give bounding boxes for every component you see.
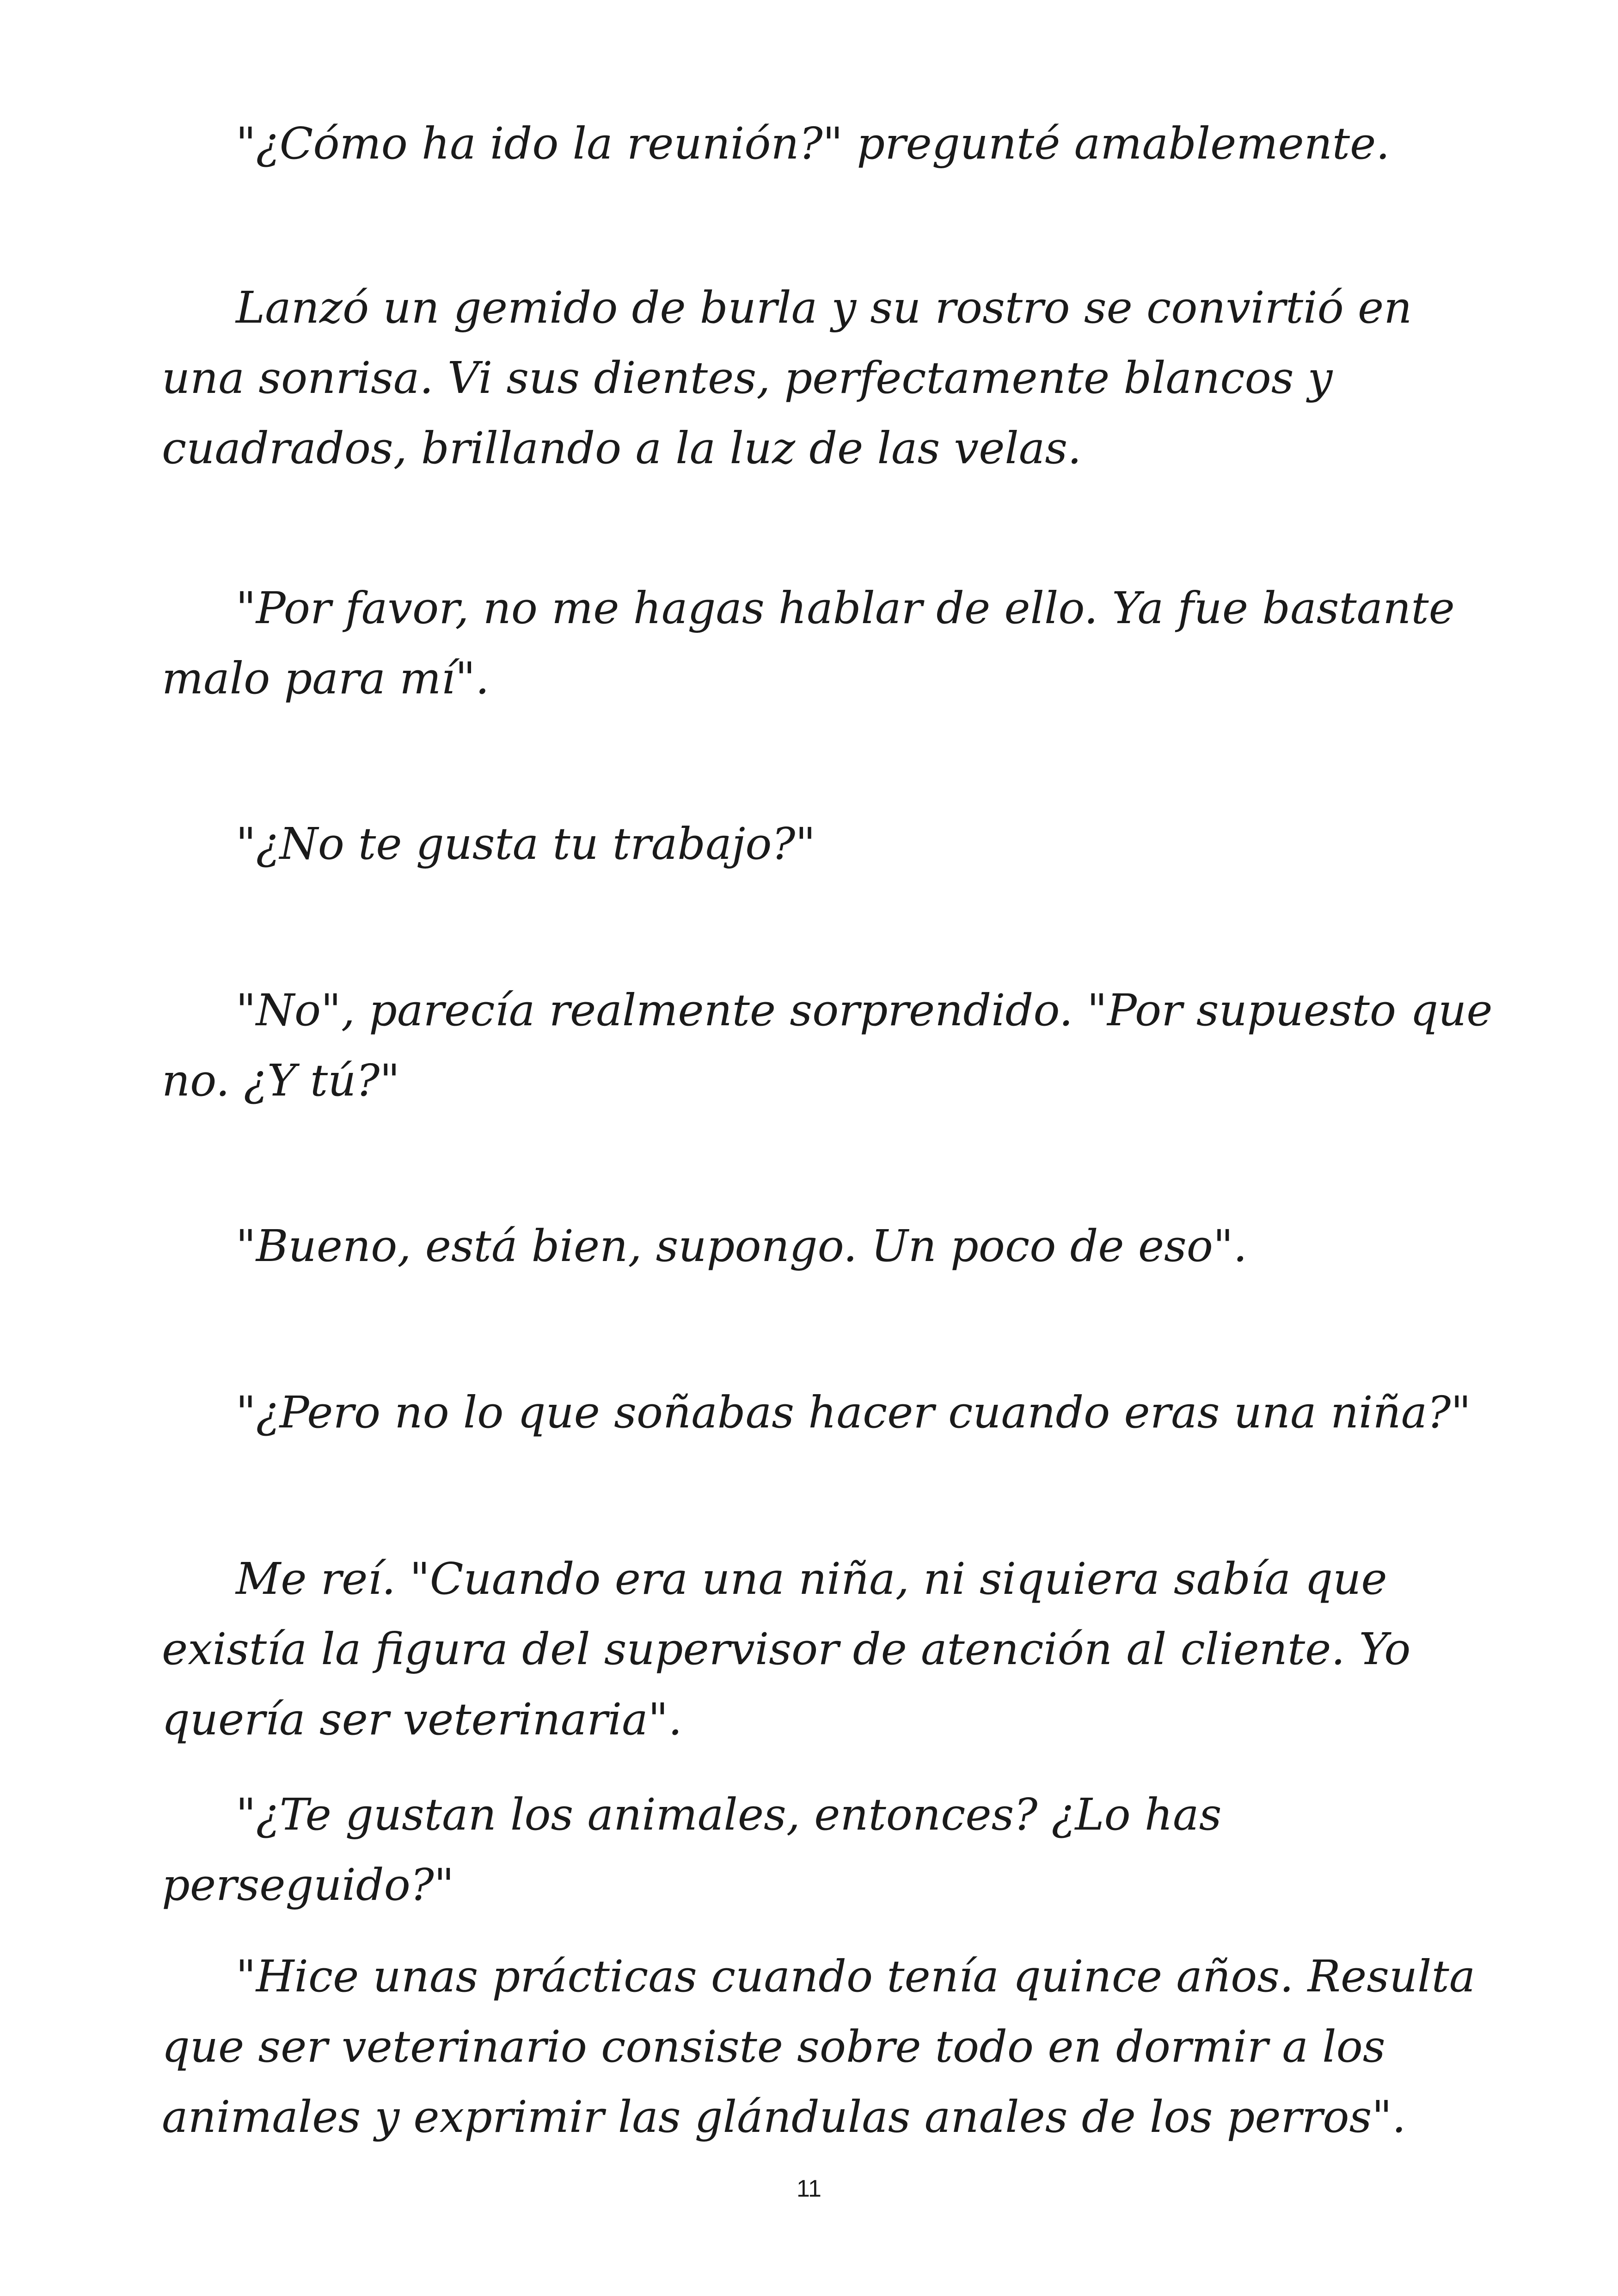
paragraph-10: "Hice unas prácticas cuando tenía quince años. Resulta que ser veterinario consiste sobre todo en dormir a los animales y exprimir las glándulas anales de los perros". (162, 1951, 1476, 2143)
paragraph-4: "¿No te gusta tu trabajo?" (236, 819, 816, 869)
paragraph-7: "¿Pero no lo que soñabas hacer cuando eras una niña?" (236, 1387, 1471, 1438)
page-number: 11 (797, 2175, 821, 2202)
paragraph-1: "¿Cómo ha ido la reunión?" pregunté amablemente. (236, 118, 1390, 169)
paragraph-2: Lanzó un gemido de burla y su rostro se convirtió en una sonrisa. Vi sus dientes, perfectamente blancos y cuadrados, brillando a la luz de las velas. (162, 282, 1412, 474)
paragraph-9: "¿Te gustan los animales, entonces? ¿Lo has perseguido?" (162, 1789, 1222, 1910)
paragraph-3: "Por favor, no me hagas hablar de ello. Ya fue bastante malo para mí". (162, 583, 1455, 704)
paragraph-5: "No", parecía realmente sorprendido. "Por supuesto que no. ¿Y tú?" (162, 985, 1493, 1106)
paragraph-8: Me reí. "Cuando era una niña, ni siquiera sabía que existía la figura del supervisor de atención al cliente. Yo quería ser veterinaria". (162, 1554, 1411, 1745)
paragraph-6: "Bueno, está bien, supongo. Un poco de eso". (236, 1221, 1247, 1272)
